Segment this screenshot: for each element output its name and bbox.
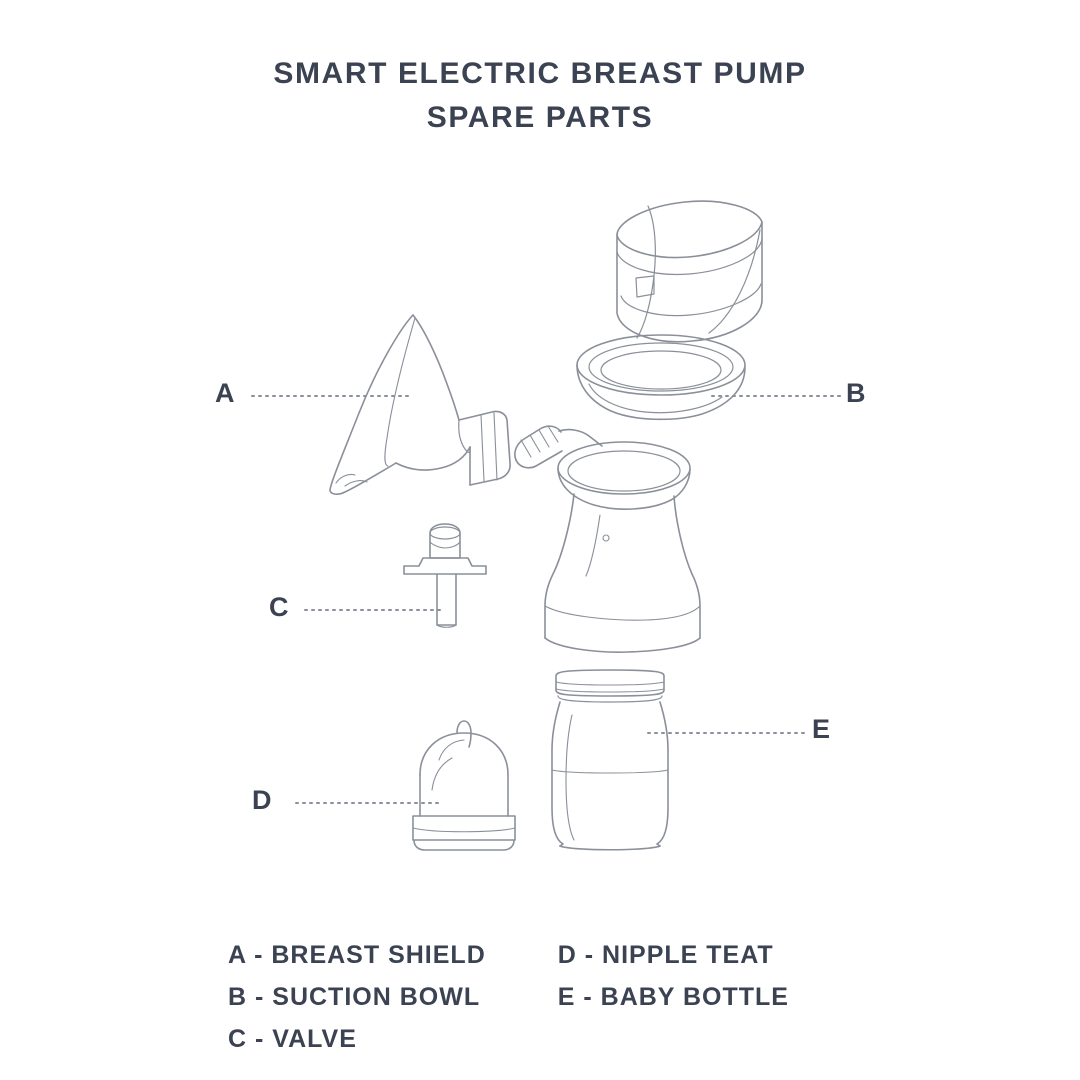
page-title-line-2: SPARE PARTS	[426, 101, 654, 134]
suction-bowl-illustration	[577, 335, 745, 419]
callout-label-c: C	[269, 592, 289, 622]
nipple-teat-illustration	[413, 721, 515, 850]
legend	[228, 938, 928, 1056]
baby-bottle-illustration	[552, 670, 668, 850]
legend-column-right	[558, 938, 789, 1056]
legend-item-e: E - BABY BOTTLE	[557, 983, 789, 1011]
callout-label-e: E	[812, 714, 831, 744]
page-title-line-1: SMART ELECTRIC BREAST PUMP	[273, 57, 807, 90]
breast-shield-illustration	[330, 315, 510, 494]
callout-label-d: D	[252, 785, 272, 815]
legend-item-a: A - BREAST SHIELD	[228, 941, 486, 969]
legend-item-c: C - VALVE	[228, 1025, 357, 1053]
page-title	[0, 52, 1080, 140]
legend-column-left	[228, 938, 486, 1056]
legend-item-b: B - SUCTION BOWL	[228, 983, 481, 1011]
pump-body-illustration	[515, 426, 700, 652]
valve-illustration	[404, 524, 486, 627]
motor-cap-illustration	[617, 201, 762, 342]
callout-label-b: B	[846, 378, 866, 408]
callout-label-a: A	[215, 378, 235, 408]
exploded-diagram	[0, 170, 1080, 900]
legend-item-d: D - NIPPLE TEAT	[557, 941, 774, 969]
